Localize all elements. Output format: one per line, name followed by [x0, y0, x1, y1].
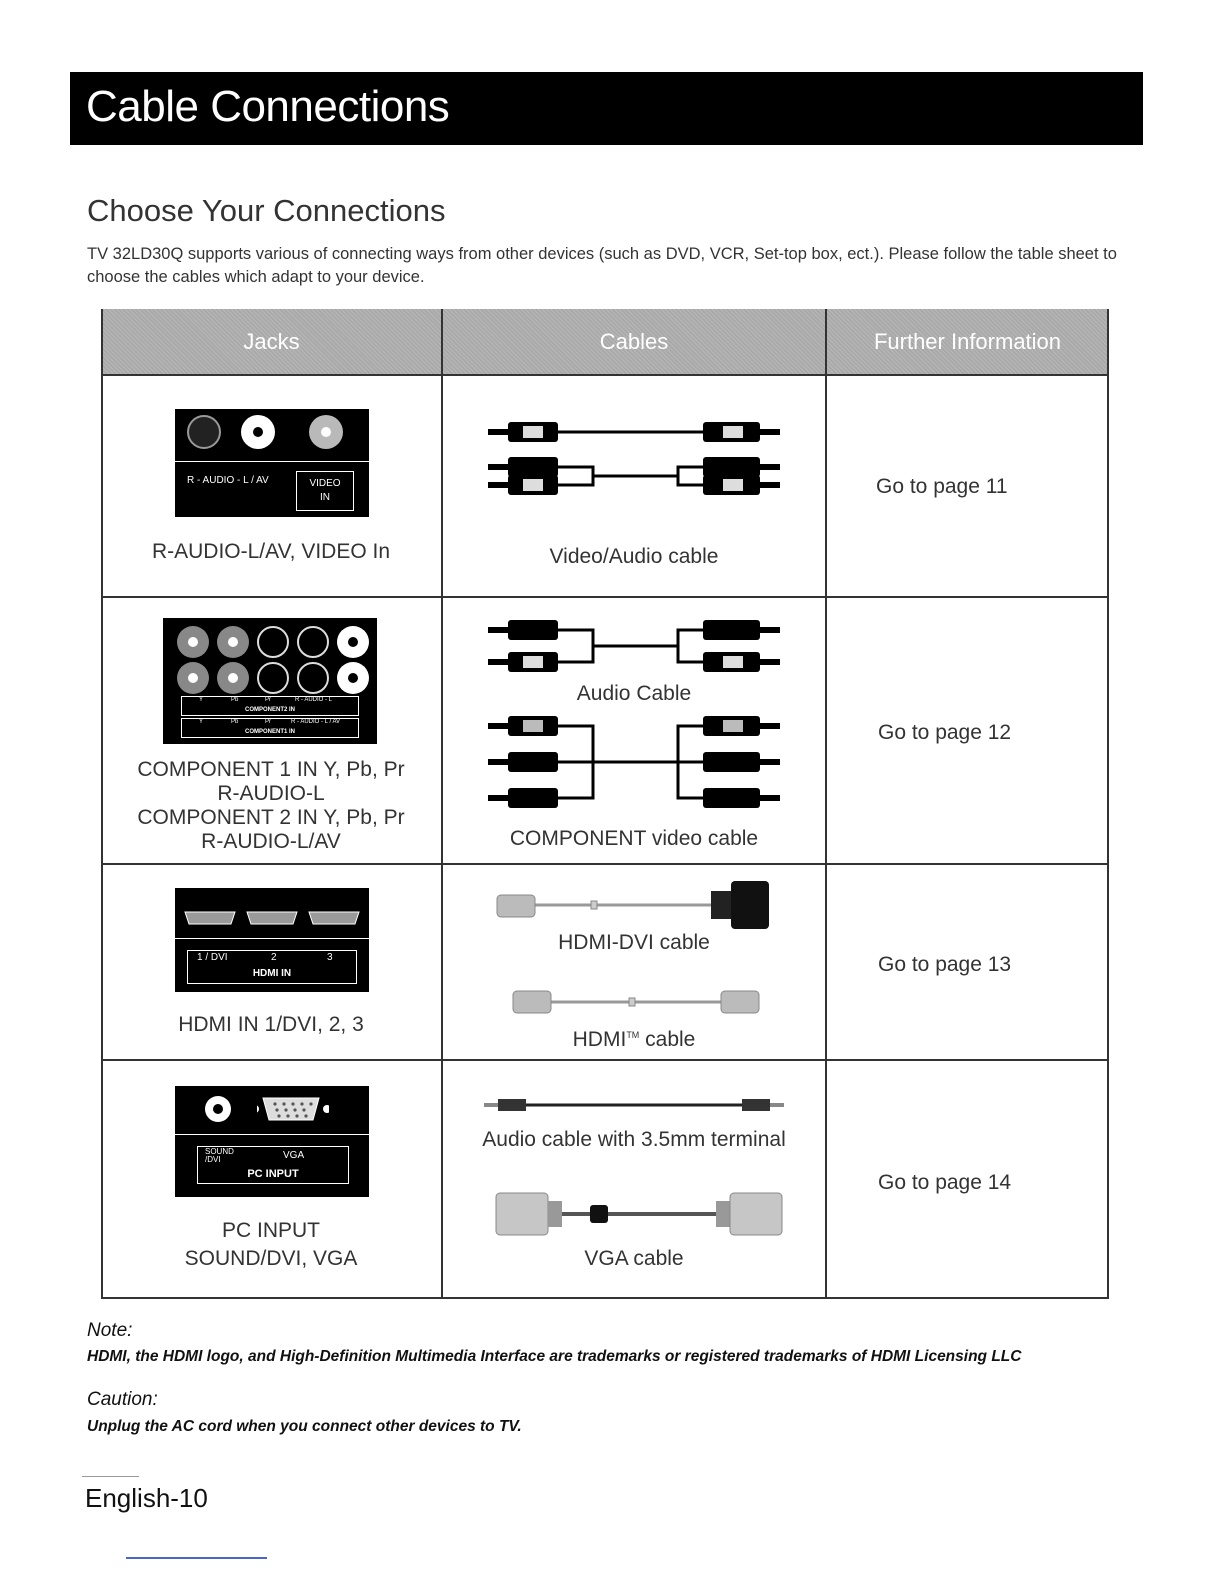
- note-heading: Note:: [87, 1320, 133, 1341]
- row-divider: [101, 1059, 1109, 1061]
- panel-label: COMPONENT1 IN: [244, 729, 295, 735]
- panel-divider: [175, 461, 369, 462]
- jack-pr: [257, 662, 289, 694]
- jack-y: [177, 662, 209, 694]
- panel-label: SOUND: [205, 1147, 234, 1156]
- page-number: English-10: [85, 1483, 208, 1513]
- further-info-link[interactable]: Go to page 14: [878, 1171, 1012, 1194]
- jack-name: R-AUDIO-L: [217, 782, 325, 805]
- cable-name: COMPONENT video cable: [509, 827, 759, 850]
- jack-video: [309, 415, 343, 449]
- panel-label-in: IN: [320, 492, 330, 503]
- jack-pr: [257, 626, 289, 658]
- cable-name: HDMI: [572, 1028, 627, 1051]
- hdmi-ports: [175, 908, 369, 932]
- panel-label: Pr: [265, 697, 271, 703]
- video-in-box: [296, 471, 354, 511]
- cable-name: Video/Audio cable: [549, 545, 719, 568]
- jack-y: [177, 626, 209, 658]
- pc-input-jack-panel: [175, 1086, 369, 1197]
- panel-label: 1 / DVI: [197, 952, 228, 963]
- page-title: Cable Connections: [86, 82, 450, 131]
- video-audio-cable-image: [488, 419, 788, 509]
- jack-audio-l: [337, 662, 369, 694]
- trademark-mark: TM: [626, 1030, 640, 1040]
- jack-pb: [217, 626, 249, 658]
- panel-label: Y: [199, 697, 204, 703]
- jack-name: PC INPUT: [221, 1219, 320, 1242]
- panel-label: Pb: [231, 697, 239, 703]
- audio-cable-image: [488, 617, 788, 673]
- panel-label: 3: [327, 952, 333, 963]
- title-banner: [70, 72, 1143, 145]
- row-divider: [101, 1297, 1109, 1299]
- jack-red: [187, 415, 221, 449]
- hdmi-cable-label: [442, 1023, 826, 1052]
- panel-label-audio: R - AUDIO - L / AV: [187, 475, 269, 486]
- jack-audio-r: [297, 626, 329, 658]
- panel-label-pc-input: PC INPUT: [247, 1168, 299, 1180]
- jack-name: R-AUDIO-L/AV: [201, 830, 341, 853]
- hdmi-dvi-cable-image: [493, 877, 773, 929]
- panel-label: COMPONENT2 IN: [244, 707, 295, 713]
- audio-3-5mm-cable-image: [484, 1095, 794, 1115]
- further-info-link[interactable]: Go to page 13: [878, 953, 1012, 976]
- hdmi-cable-image: [511, 989, 761, 1017]
- panel-label: VGA: [283, 1150, 305, 1161]
- jack-audio-l: [337, 626, 369, 658]
- jack-audio-r: [297, 662, 329, 694]
- jack-name: R-AUDIO-L/AV, VIDEO In: [151, 540, 391, 563]
- panel-label-hdmi-in: HDMI IN: [252, 968, 292, 979]
- cable-name: Audio cable with 3.5mm terminal: [482, 1128, 786, 1151]
- vga-cable-image: [494, 1189, 784, 1239]
- header-further-information: Further Information: [826, 309, 1109, 375]
- caution-heading: Caution:: [87, 1389, 158, 1410]
- table-border-right: [1107, 309, 1109, 1299]
- further-info-link[interactable]: Go to page 12: [878, 721, 1012, 744]
- jack-name: COMPONENT 1 IN Y, Pb, Pr: [137, 758, 405, 781]
- caution-text: Unplug the AC cord when you connect other devices to TV.: [87, 1418, 522, 1435]
- panel-label-video: VIDEO: [309, 478, 341, 489]
- panel-divider: [175, 938, 369, 939]
- jack-name: COMPONENT 2 IN Y, Pb, Pr: [137, 806, 405, 829]
- panel-divider: [175, 1134, 369, 1135]
- panel-label: Pb: [231, 719, 239, 725]
- component-cable-image: [488, 713, 788, 808]
- jack-pb: [217, 662, 249, 694]
- cable-name: Audio Cable: [576, 682, 692, 705]
- jack-name: HDMI IN 1/DVI, 2, 3: [178, 1013, 364, 1036]
- panel-label: Y: [199, 719, 204, 725]
- connections-table: [101, 309, 1109, 1299]
- bottom-rule: [126, 1557, 267, 1559]
- panel-label: /DVI: [205, 1155, 221, 1164]
- panel-label: R - AUDIO - L / AV: [291, 719, 341, 725]
- header-jacks: Jacks: [101, 309, 442, 375]
- av-jack-panel: [175, 409, 369, 517]
- cable-name: VGA cable: [584, 1247, 684, 1270]
- row-divider: [101, 374, 1109, 376]
- intro-paragraph: TV 32LD30Q supports various of connecting ways from other devices (such as DVD, VCR, Set-top box, ect.). Please follow the table sheet to choose the cables which adapt to your device.: [87, 245, 1117, 286]
- jack-sound-dvi: [205, 1096, 231, 1122]
- further-info-link[interactable]: Go to page 11: [876, 475, 1008, 498]
- component-jack-panel: [163, 618, 377, 744]
- panel-label: R - AUDIO - L: [295, 697, 333, 703]
- note-text: HDMI, the HDMI logo, and High-Definition Multimedia Interface are trademarks or registered trademarks of HDMI Licensing LLC: [87, 1348, 1022, 1365]
- cable-name-suffix: cable: [645, 1028, 696, 1051]
- jack-name: SOUND/DVI, VGA: [184, 1247, 358, 1270]
- panel-label: 2: [271, 952, 277, 963]
- page-number-rule: [82, 1476, 139, 1477]
- section-title: Choose Your Connections: [87, 193, 446, 228]
- row-divider: [101, 596, 1109, 598]
- jack-white: [241, 415, 275, 449]
- row-divider: [101, 863, 1109, 865]
- header-cables: Cables: [442, 309, 826, 375]
- cable-name: HDMI-DVI cable: [558, 931, 710, 954]
- vga-port: [257, 1096, 329, 1124]
- panel-label: Pr: [265, 719, 271, 725]
- hdmi-jack-panel: [175, 888, 369, 992]
